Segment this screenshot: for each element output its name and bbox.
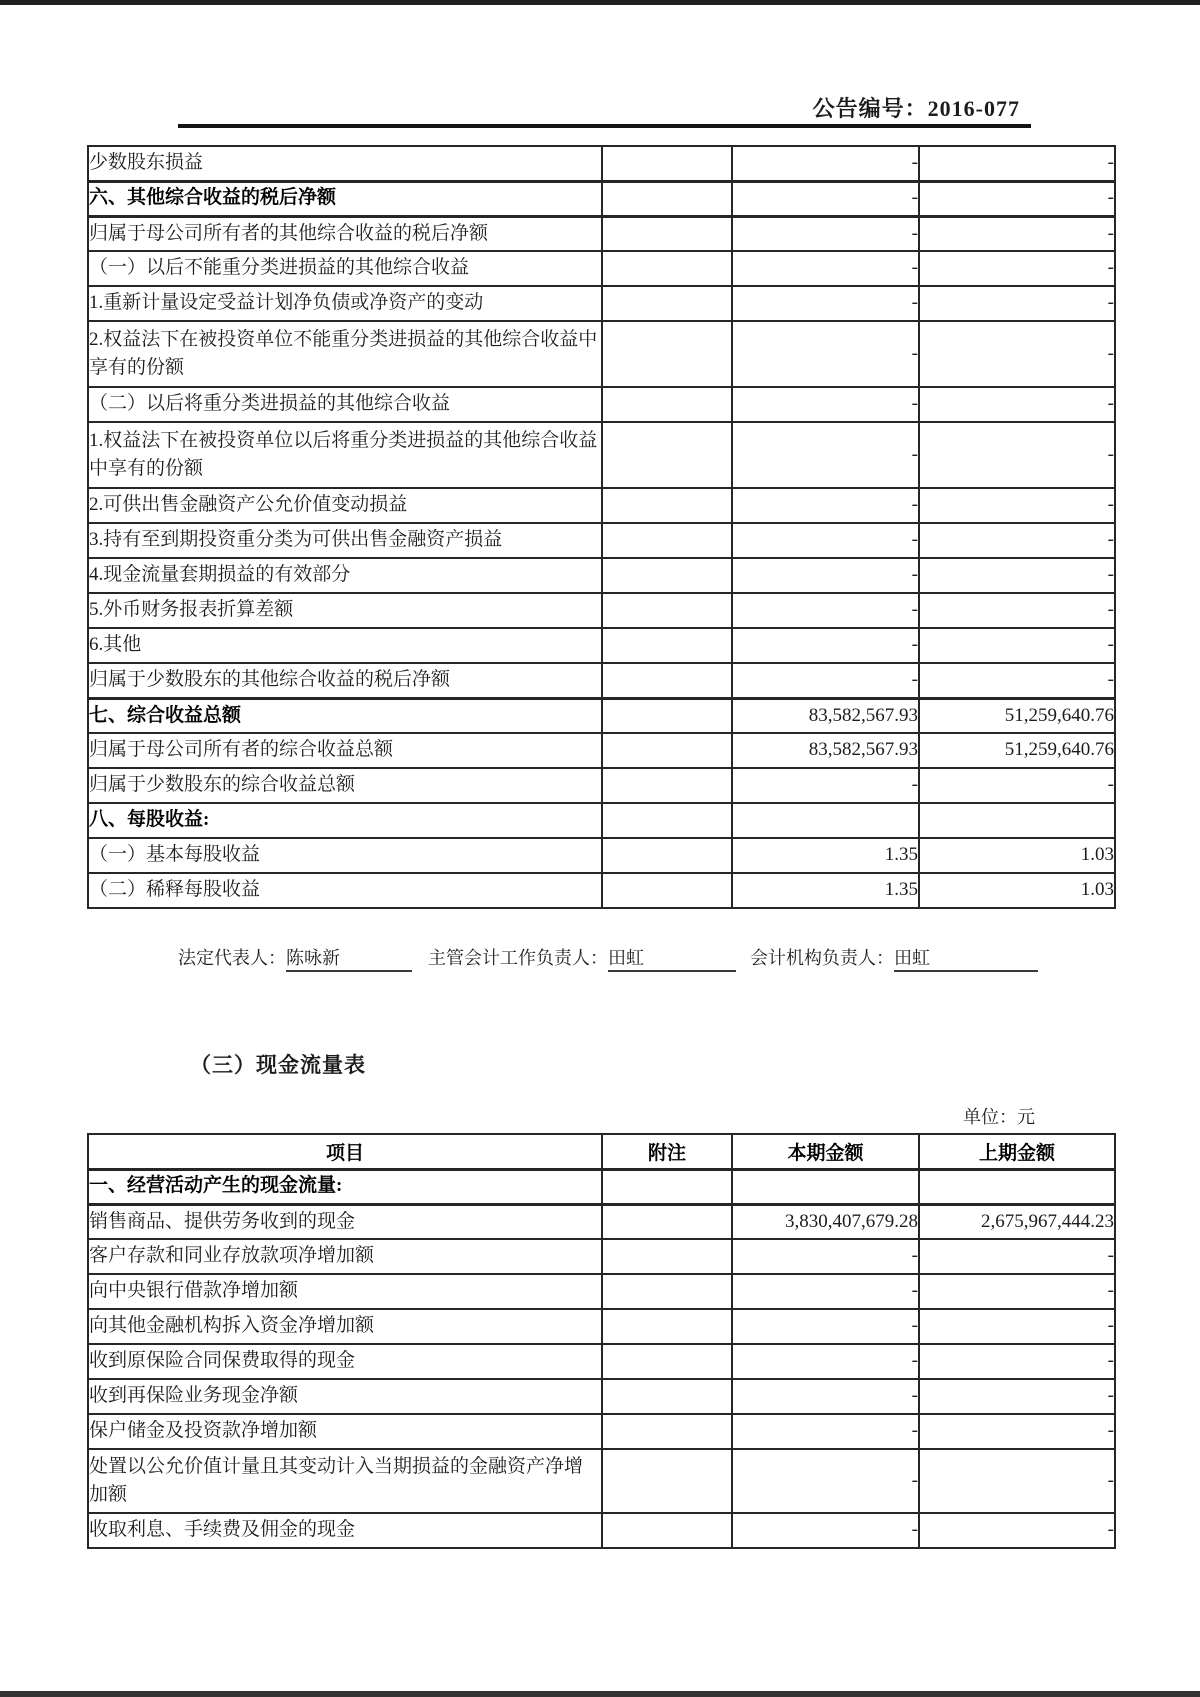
table-row — [88, 873, 1115, 908]
row-current-amount: - — [732, 1309, 919, 1344]
signature-line — [178, 944, 1038, 972]
row-item-label: 八、每股收益: — [88, 803, 602, 838]
table-row — [88, 628, 1115, 663]
table-row — [88, 1379, 1115, 1414]
row-current-amount: - — [732, 488, 919, 523]
row-note-cell — [602, 488, 732, 523]
row-previous-amount: - — [919, 523, 1115, 558]
row-note-cell — [602, 146, 732, 181]
row-note-cell — [602, 838, 732, 873]
table-row — [88, 663, 1115, 698]
row-item-label: 处置以公允价值计量且其变动计入当期损益的金融资产净增加额 — [88, 1449, 602, 1513]
column-header-note: 附注 — [602, 1134, 732, 1169]
row-item-label: 少数股东损益 — [88, 146, 602, 181]
row-previous-amount: - — [919, 216, 1115, 251]
legal-representative-label: 法定代表人： — [178, 948, 286, 968]
row-item-label: （二）稀释每股收益 — [88, 873, 602, 908]
row-current-amount: - — [732, 181, 919, 216]
row-previous-amount: - — [919, 387, 1115, 422]
row-item-label: （二）以后将重分类进损益的其他综合收益 — [88, 387, 602, 422]
row-previous-amount: - — [919, 768, 1115, 803]
table-row — [88, 523, 1115, 558]
column-header-item: 项目 — [88, 1134, 602, 1169]
row-item-label: 1.权益法下在被投资单位以后将重分类进损益的其他综合收益中享有的份额 — [88, 422, 602, 488]
row-note-cell — [602, 251, 732, 286]
row-note-cell — [602, 1379, 732, 1414]
accounting-org-label: 会计机构负责人： — [750, 948, 894, 968]
table-row — [88, 387, 1115, 422]
row-previous-amount: - — [919, 558, 1115, 593]
row-current-amount — [732, 1169, 919, 1204]
row-item-label: 2.可供出售金融资产公允价值变动损益 — [88, 488, 602, 523]
scan-top-edge — [0, 0, 1200, 5]
row-note-cell — [602, 523, 732, 558]
row-item-label: 4.现金流量套期损益的有效部分 — [88, 558, 602, 593]
accounting-head-group — [428, 944, 736, 972]
row-item-label: 收到再保险业务现金净额 — [88, 1379, 602, 1414]
row-note-cell — [602, 803, 732, 838]
row-item-label: （一）基本每股收益 — [88, 838, 602, 873]
table-row — [88, 768, 1115, 803]
row-item-label: 2.权益法下在被投资单位不能重分类进损益的其他综合收益中享有的份额 — [88, 321, 602, 387]
row-note-cell — [602, 286, 732, 321]
row-current-amount: - — [732, 1414, 919, 1449]
row-current-amount: - — [732, 286, 919, 321]
row-previous-amount: - — [919, 321, 1115, 387]
cashflow-statement-rows — [88, 1169, 1115, 1548]
table-row — [88, 698, 1115, 733]
row-item-label: 向其他金融机构拆入资金净增加额 — [88, 1309, 602, 1344]
row-item-label: 归属于少数股东的其他综合收益的税后净额 — [88, 663, 602, 698]
accounting-head-name: 田虹 — [608, 944, 736, 972]
income-statement-table — [87, 145, 1116, 909]
row-note-cell — [602, 663, 732, 698]
row-previous-amount: 51,259,640.76 — [919, 698, 1115, 733]
row-current-amount: - — [732, 628, 919, 663]
table-row — [88, 1309, 1115, 1344]
row-previous-amount — [919, 1169, 1115, 1204]
row-note-cell — [602, 181, 732, 216]
table-row — [88, 803, 1115, 838]
table-row — [88, 1414, 1115, 1449]
table-row — [88, 1274, 1115, 1309]
row-item-label: 一、经营活动产生的现金流量: — [88, 1169, 602, 1204]
cashflow-statement-table — [87, 1133, 1116, 1549]
header-rule — [178, 124, 1031, 128]
row-current-amount: 83,582,567.93 — [732, 733, 919, 768]
row-item-label: 3.持有至到期投资重分类为可供出售金融资产损益 — [88, 523, 602, 558]
row-previous-amount: - — [919, 1309, 1115, 1344]
table-row — [88, 733, 1115, 768]
row-previous-amount: - — [919, 1344, 1115, 1379]
row-item-label: 归属于母公司所有者的综合收益总额 — [88, 733, 602, 768]
row-item-label: 保户储金及投资款净增加额 — [88, 1414, 602, 1449]
unit-label: 单位：元 — [963, 1107, 1035, 1127]
cashflow-header-row — [88, 1134, 1115, 1169]
row-previous-amount: 51,259,640.76 — [919, 733, 1115, 768]
row-current-amount: - — [732, 321, 919, 387]
row-item-label: 6.其他 — [88, 628, 602, 663]
row-note-cell — [602, 873, 732, 908]
row-previous-amount: 2,675,967,444.23 — [919, 1204, 1115, 1239]
table-row — [88, 1169, 1115, 1204]
row-item-label: 销售商品、提供劳务收到的现金 — [88, 1204, 602, 1239]
row-current-amount: - — [732, 558, 919, 593]
row-current-amount: - — [732, 251, 919, 286]
row-previous-amount: - — [919, 251, 1115, 286]
row-previous-amount: - — [919, 1513, 1115, 1548]
table-row — [88, 558, 1115, 593]
row-item-label: 收取利息、手续费及佣金的现金 — [88, 1513, 602, 1548]
income-statement-rows — [88, 146, 1115, 908]
row-item-label: 收到原保险合同保费取得的现金 — [88, 1344, 602, 1379]
row-note-cell — [602, 628, 732, 663]
row-current-amount — [732, 803, 919, 838]
table-row — [88, 1449, 1115, 1513]
table-row — [88, 1344, 1115, 1379]
row-current-amount: 1.35 — [732, 873, 919, 908]
row-current-amount: - — [732, 663, 919, 698]
row-item-label: 5.外币财务报表折算差额 — [88, 593, 602, 628]
row-previous-amount: - — [919, 181, 1115, 216]
row-previous-amount: - — [919, 663, 1115, 698]
accounting-org-group — [750, 944, 1038, 972]
row-current-amount: - — [732, 1239, 919, 1274]
row-previous-amount: 1.03 — [919, 838, 1115, 873]
table-row — [88, 146, 1115, 181]
row-current-amount: - — [732, 1449, 919, 1513]
table-row — [88, 181, 1115, 216]
row-previous-amount: - — [919, 593, 1115, 628]
row-item-label: 客户存款和同业存放款项净增加额 — [88, 1239, 602, 1274]
row-item-label: 六、其他综合收益的税后净额 — [88, 181, 602, 216]
row-item-label: 向中央银行借款净增加额 — [88, 1274, 602, 1309]
row-note-cell — [602, 1344, 732, 1379]
row-current-amount: 3,830,407,679.28 — [732, 1204, 919, 1239]
row-note-cell — [602, 593, 732, 628]
row-note-cell — [602, 1513, 732, 1548]
row-note-cell — [602, 1274, 732, 1309]
accounting-head-label: 主管会计工作负责人： — [428, 948, 608, 968]
row-previous-amount: - — [919, 1379, 1115, 1414]
scan-bottom-edge — [0, 1691, 1200, 1697]
cashflow-section-title: （三）现金流量表 — [190, 1053, 366, 1077]
table-row — [88, 422, 1115, 488]
column-header-previous-amount: 上期金额 — [919, 1134, 1115, 1169]
table-row — [88, 1204, 1115, 1239]
table-row — [88, 286, 1115, 321]
row-item-label: （一）以后不能重分类进损益的其他综合收益 — [88, 251, 602, 286]
accounting-org-name: 田虹 — [894, 944, 1038, 972]
row-current-amount: - — [732, 422, 919, 488]
row-current-amount: - — [732, 387, 919, 422]
table-row — [88, 593, 1115, 628]
row-note-cell — [602, 733, 732, 768]
row-current-amount: 1.35 — [732, 838, 919, 873]
row-previous-amount: - — [919, 488, 1115, 523]
row-previous-amount: - — [919, 1449, 1115, 1513]
row-previous-amount: - — [919, 146, 1115, 181]
table-row — [88, 321, 1115, 387]
row-note-cell — [602, 1449, 732, 1513]
table-row — [88, 838, 1115, 873]
row-current-amount: - — [732, 1274, 919, 1309]
table-row — [88, 488, 1115, 523]
legal-representative-group — [178, 944, 412, 972]
column-header-current-amount: 本期金额 — [732, 1134, 919, 1169]
announcement-number: 公告编号：2016-077 — [812, 96, 1020, 121]
row-note-cell — [602, 387, 732, 422]
table-row — [88, 216, 1115, 251]
row-item-label: 归属于少数股东的综合收益总额 — [88, 768, 602, 803]
row-previous-amount — [919, 803, 1115, 838]
row-note-cell — [602, 558, 732, 593]
row-item-label: 七、综合收益总额 — [88, 698, 602, 733]
row-current-amount: - — [732, 1344, 919, 1379]
row-previous-amount: - — [919, 1414, 1115, 1449]
legal-representative-name: 陈咏新 — [286, 944, 412, 972]
table-row — [88, 1513, 1115, 1548]
row-current-amount: - — [732, 523, 919, 558]
row-current-amount: 83,582,567.93 — [732, 698, 919, 733]
row-previous-amount: 1.03 — [919, 873, 1115, 908]
row-current-amount: - — [732, 1513, 919, 1548]
row-current-amount: - — [732, 216, 919, 251]
row-note-cell — [602, 1169, 732, 1204]
row-previous-amount: - — [919, 628, 1115, 663]
row-current-amount: - — [732, 593, 919, 628]
row-current-amount: - — [732, 768, 919, 803]
table-row — [88, 251, 1115, 286]
row-item-label: 归属于母公司所有者的其他综合收益的税后净额 — [88, 216, 602, 251]
row-note-cell — [602, 1204, 732, 1239]
row-previous-amount: - — [919, 286, 1115, 321]
row-note-cell — [602, 216, 732, 251]
row-note-cell — [602, 422, 732, 488]
row-note-cell — [602, 698, 732, 733]
row-previous-amount: - — [919, 1274, 1115, 1309]
row-item-label: 1.重新计量设定受益计划净负债或净资产的变动 — [88, 286, 602, 321]
row-note-cell — [602, 1309, 732, 1344]
row-current-amount: - — [732, 1379, 919, 1414]
table-row — [88, 1239, 1115, 1274]
row-note-cell — [602, 1239, 732, 1274]
row-previous-amount: - — [919, 422, 1115, 488]
row-note-cell — [602, 321, 732, 387]
row-previous-amount: - — [919, 1239, 1115, 1274]
row-note-cell — [602, 768, 732, 803]
row-current-amount: - — [732, 146, 919, 181]
row-note-cell — [602, 1414, 732, 1449]
